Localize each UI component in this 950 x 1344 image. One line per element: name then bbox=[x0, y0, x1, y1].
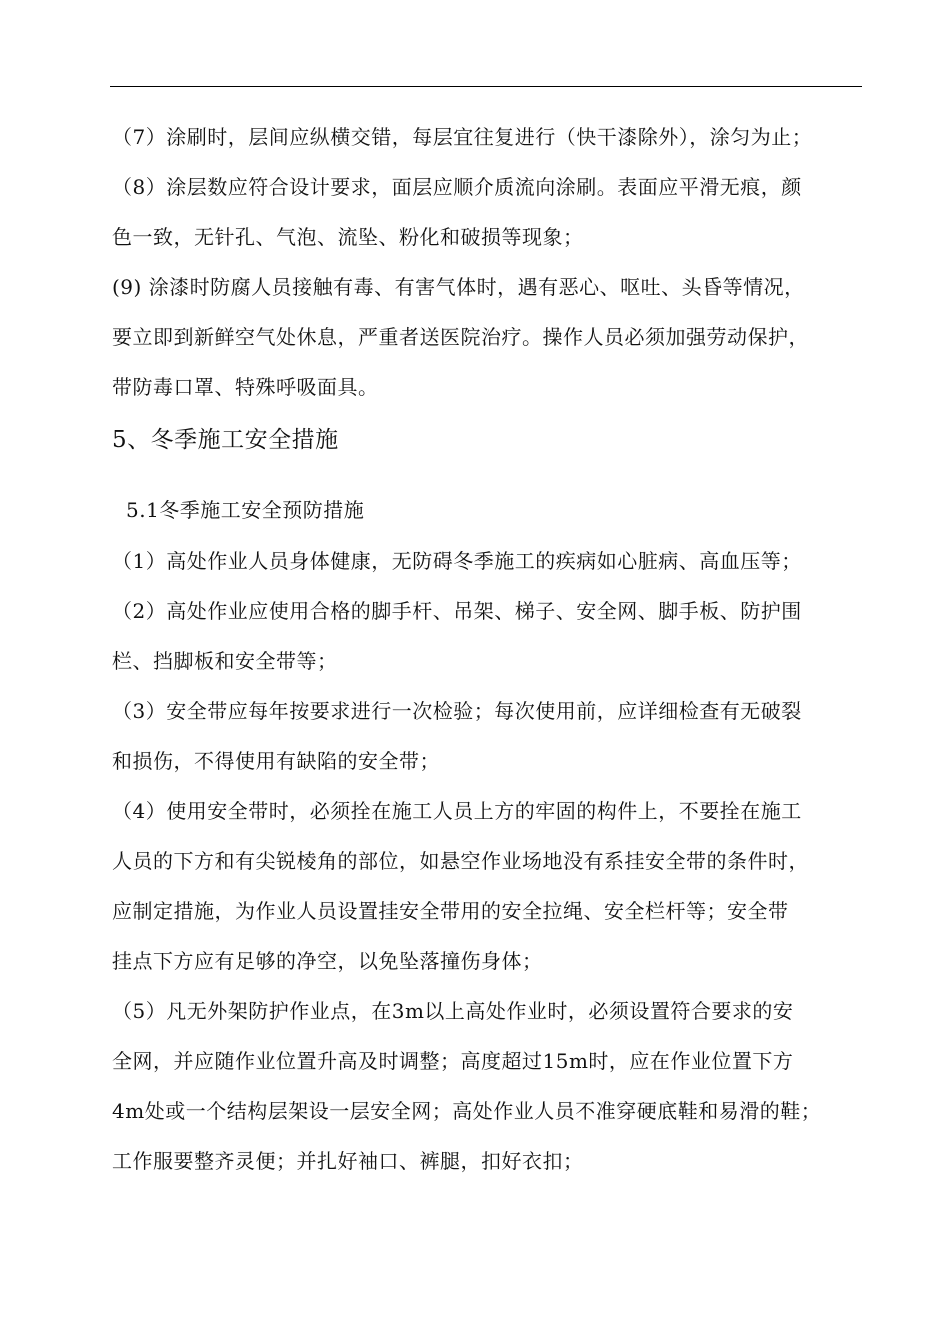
list-item-line: 人员的下方和有尖锐棱角的部位，如悬空作业场地没有系挂安全带的条件时， bbox=[112, 849, 809, 873]
document-body bbox=[112, 112, 862, 1186]
list-item-line: 4m处或一个结构层架设一层安全网；高处作业人员不准穿硬底鞋和易滑的鞋； bbox=[112, 1099, 822, 1123]
list-item-line: 和损伤，不得使用有缺陷的安全带； bbox=[112, 749, 440, 773]
list-item-line: （2）高处作业应使用合格的脚手杆、吊架、梯子、安全网、脚手板、防护围 bbox=[112, 599, 802, 623]
header-rule bbox=[110, 86, 862, 87]
paragraph-line: （7）涂刷时，层间应纵横交错，每层宜往复进行（快干漆除外），涂匀为止； bbox=[112, 125, 813, 149]
list-item-line: 全网，并应随作业位置升高及时调整；高度超过15m时，应在作业位置下方 bbox=[112, 1049, 794, 1073]
list-item-line: （4）使用安全带时，必须拴在施工人员上方的牢固的构件上，不要拴在施工 bbox=[112, 799, 802, 823]
subsection-heading: 5.1冬季施工安全预防措施 bbox=[126, 498, 365, 522]
paragraph-line: 带防毒口罩、特殊呼吸面具。 bbox=[112, 375, 379, 399]
list-item-line: 应制定措施，为作业人员设置挂安全带用的安全拉绳、安全栏杆等；安全带 bbox=[112, 899, 789, 923]
paragraph-line: （8）涂层数应符合设计要求，面层应顺介质流向涂刷。表面应平滑无痕，颜 bbox=[112, 175, 802, 199]
list-item-line: 挂点下方应有足够的净空，以免坠落撞伤身体； bbox=[112, 949, 543, 973]
list-item-line: （5）凡无外架防护作业点，在3m以上高处作业时，必须设置符合要求的安 bbox=[112, 999, 794, 1023]
list-item-line: 栏、挡脚板和安全带等； bbox=[112, 649, 338, 673]
paragraph-line: 色一致，无针孔、气泡、流坠、粉化和破损等现象； bbox=[112, 225, 584, 249]
paragraph-line: 要立即到新鲜空气处休息，严重者送医院治疗。操作人员必须加强劳动保护， bbox=[112, 325, 809, 349]
list-item-line: （3）安全带应每年按要求进行一次检验；每次使用前，应详细检查有无破裂 bbox=[112, 699, 802, 723]
section-heading: 5、冬季施工安全措施 bbox=[112, 427, 339, 453]
list-item-line: 工作服要整齐灵便；并扎好袖口、裤腿，扣好衣扣； bbox=[112, 1149, 584, 1173]
list-item-line: （1）高处作业人员身体健康，无防碍冬季施工的疾病如心脏病、高血压等； bbox=[112, 549, 802, 573]
paragraph-line: (9) 涂漆时防腐人员接触有毒、有害气体时，遇有恶心、呕吐、头昏等情况， bbox=[112, 275, 805, 299]
